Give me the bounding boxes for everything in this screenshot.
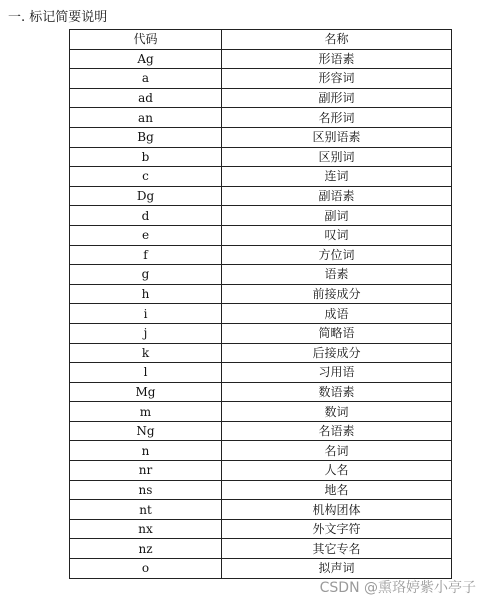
- tag-name-cell: 名语素: [222, 421, 452, 441]
- tag-name-cell: 副词: [222, 206, 452, 226]
- tag-name-cell: 前接成分: [222, 284, 452, 304]
- tag-code-cell: nx: [70, 519, 222, 539]
- tag-name-cell: 语素: [222, 265, 452, 285]
- tag-name-cell: 连词: [222, 167, 452, 187]
- tag-code-cell: Ag: [70, 49, 222, 69]
- table-row: [70, 225, 452, 245]
- table-row: [70, 461, 452, 481]
- tag-name-cell: 副形词: [222, 88, 452, 108]
- tag-code-cell: nz: [70, 539, 222, 559]
- table-row: [70, 147, 452, 167]
- table-row: [70, 382, 452, 402]
- tag-code-cell: m: [70, 402, 222, 422]
- table-row: [70, 69, 452, 89]
- tag-code-cell: ns: [70, 480, 222, 500]
- table-row: [70, 559, 452, 579]
- tag-code-cell: d: [70, 206, 222, 226]
- tag-code-cell: g: [70, 265, 222, 285]
- tag-name-cell: 叹词: [222, 225, 452, 245]
- tag-code-cell: f: [70, 245, 222, 265]
- tag-name-cell: 地名: [222, 480, 452, 500]
- tag-name-cell: 区别语素: [222, 127, 452, 147]
- tag-name-cell: 名词: [222, 441, 452, 461]
- table-row: [70, 304, 452, 324]
- tag-code-cell: nr: [70, 461, 222, 481]
- table-body: [70, 49, 452, 578]
- table-row: [70, 402, 452, 422]
- tag-name-cell: 形容词: [222, 69, 452, 89]
- column-header-code: 代码: [70, 30, 222, 50]
- column-header-name: 名称: [222, 30, 452, 50]
- table-row: [70, 343, 452, 363]
- table-row: [70, 206, 452, 226]
- tag-name-cell: 后接成分: [222, 343, 452, 363]
- tag-code-cell: n: [70, 441, 222, 461]
- tag-name-cell: 数语素: [222, 382, 452, 402]
- tag-name-cell: 数词: [222, 402, 452, 422]
- tag-code-cell: an: [70, 108, 222, 128]
- section-heading: 一. 标记简要说明: [8, 10, 108, 25]
- tag-name-cell: 其它专名: [222, 539, 452, 559]
- table-row: [70, 539, 452, 559]
- tag-code-cell: nt: [70, 500, 222, 520]
- table-row: [70, 88, 452, 108]
- tag-code-cell: Bg: [70, 127, 222, 147]
- tag-code-cell: j: [70, 323, 222, 343]
- tag-code-cell: h: [70, 284, 222, 304]
- table-row: [70, 167, 452, 187]
- tag-name-cell: 形语素: [222, 49, 452, 69]
- tag-code-cell: i: [70, 304, 222, 324]
- tag-code-cell: Dg: [70, 186, 222, 206]
- table-row: [70, 363, 452, 383]
- table-row: [70, 323, 452, 343]
- tag-name-cell: 外文字符: [222, 519, 452, 539]
- tag-name-cell: 方位词: [222, 245, 452, 265]
- tag-code-cell: Mg: [70, 382, 222, 402]
- table-header-row: [70, 30, 452, 50]
- tag-name-cell: 拟声词: [222, 559, 452, 579]
- table-row: [70, 108, 452, 128]
- tag-name-cell: 名形词: [222, 108, 452, 128]
- table-row: [70, 127, 452, 147]
- tag-code-cell: o: [70, 559, 222, 579]
- tag-code-cell: k: [70, 343, 222, 363]
- tag-name-cell: 成语: [222, 304, 452, 324]
- table-row: [70, 49, 452, 69]
- tag-code-cell: Ng: [70, 421, 222, 441]
- table-row: [70, 441, 452, 461]
- tag-code-cell: b: [70, 147, 222, 167]
- tag-table: [69, 29, 452, 579]
- tag-name-cell: 区别词: [222, 147, 452, 167]
- tag-code-cell: e: [70, 225, 222, 245]
- table-row: [70, 265, 452, 285]
- table-row: [70, 245, 452, 265]
- table-row: [70, 284, 452, 304]
- tag-name-cell: 机构团体: [222, 500, 452, 520]
- tag-code-cell: a: [70, 69, 222, 89]
- table-row: [70, 500, 452, 520]
- table-row: [70, 480, 452, 500]
- tag-code-cell: c: [70, 167, 222, 187]
- tag-name-cell: 简略语: [222, 323, 452, 343]
- table-row: [70, 519, 452, 539]
- tag-code-cell: ad: [70, 88, 222, 108]
- watermark: CSDN @熏珞婷紫小亭子: [319, 580, 476, 596]
- table-row: [70, 421, 452, 441]
- tag-name-cell: 副语素: [222, 186, 452, 206]
- table-row: [70, 186, 452, 206]
- tag-name-cell: 人名: [222, 461, 452, 481]
- tag-code-cell: l: [70, 363, 222, 383]
- tag-name-cell: 习用语: [222, 363, 452, 383]
